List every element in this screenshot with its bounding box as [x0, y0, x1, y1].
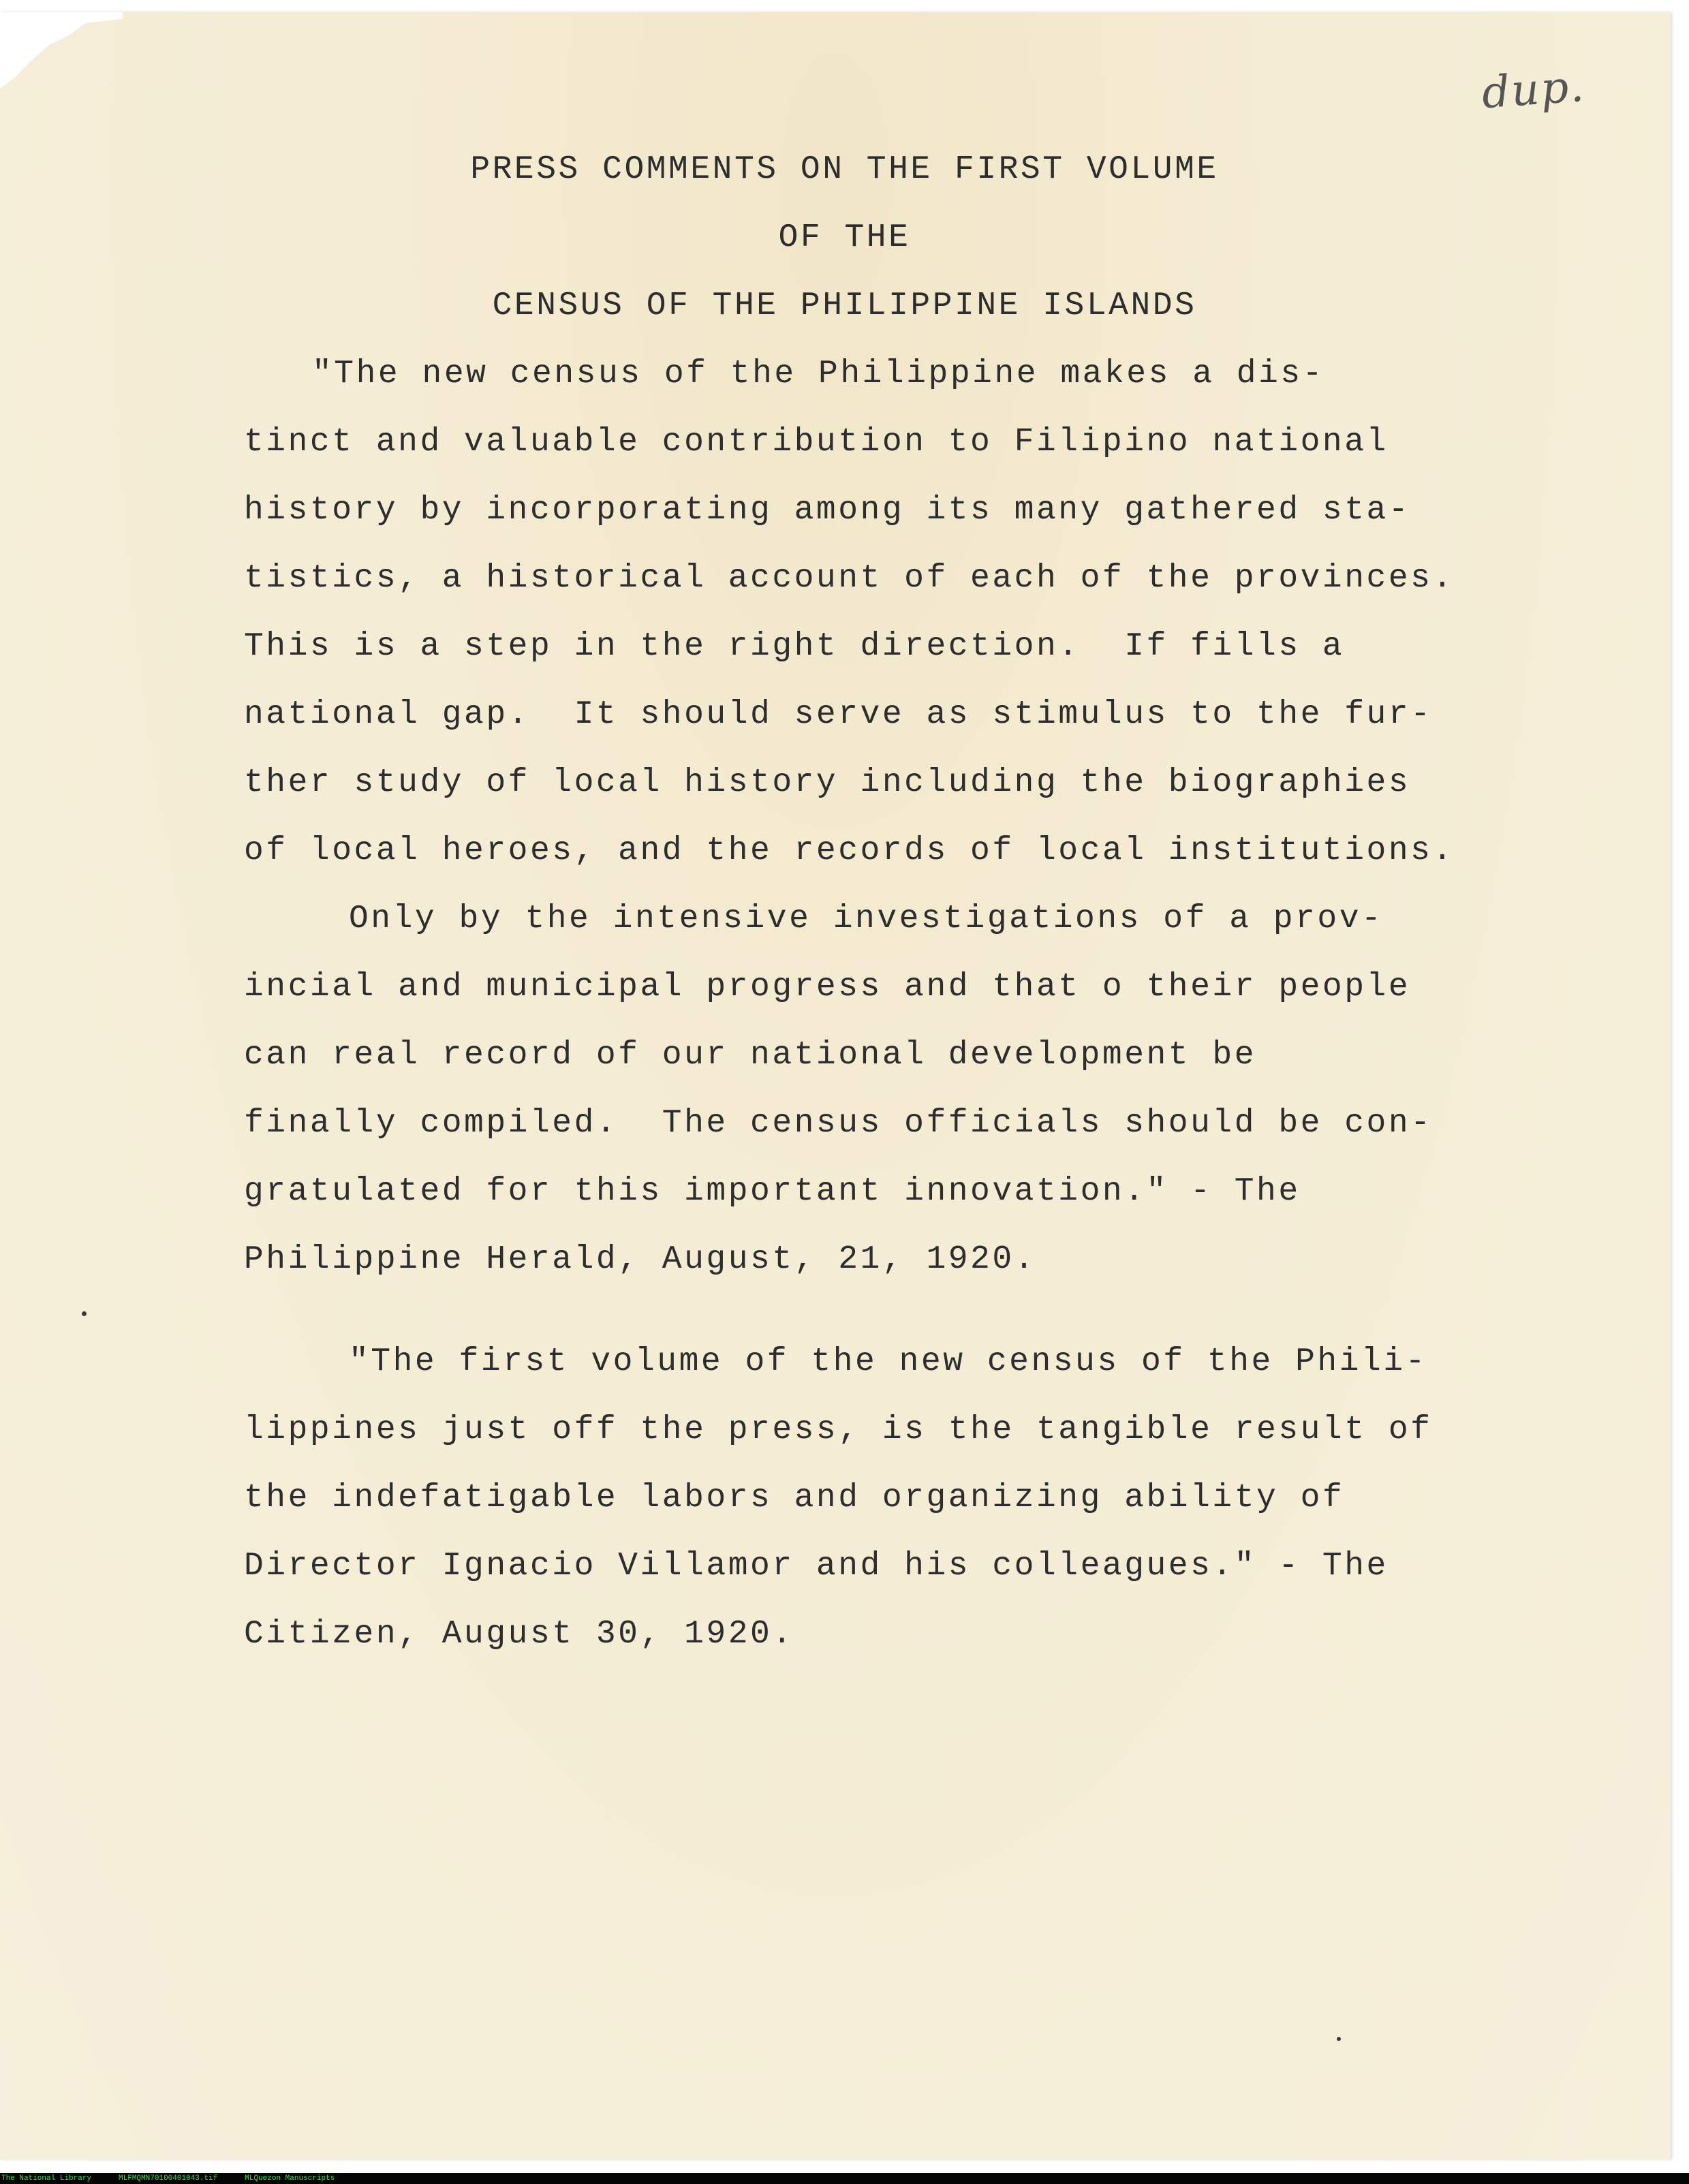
body-line: ther study of local history including the biographies — [244, 764, 1411, 801]
body-line: "The first volume of the new census of the Phili- — [349, 1343, 1427, 1380]
body-line: Only by the intensive investigations of a prov- — [349, 901, 1384, 937]
body-line: national gap. It should serve as stimulus to the fur- — [244, 696, 1433, 733]
footer-collection: MLQuezon Manuscripts — [245, 2174, 335, 2183]
body-line: "The new census of the Philippine makes a dis- — [312, 356, 1325, 392]
footer-file: MLFMQMN70100401043.tif — [119, 2174, 218, 2183]
body-line: This is a step in the right direction. If fills a — [244, 628, 1345, 665]
body-line: the indefatigable labors and organizing ability of — [244, 1480, 1345, 1516]
body-line: Director Ignacio Villamor and his colleagues." - The — [244, 1548, 1389, 1585]
body-line: can real record of our national development be — [244, 1037, 1257, 1074]
body-line: finally compiled. The census officials should be con- — [244, 1105, 1433, 1142]
scan-footer — [0, 2173, 1689, 2184]
body-line: tistics, a historical account of each of the provinces. — [244, 560, 1455, 597]
handwritten-note: dup. — [1480, 61, 1587, 119]
body-line: gratulated for this important innovation." - The — [244, 1173, 1301, 1210]
title-line-3: CENSUS OF THE PHILIPPINE ISLANDS — [492, 287, 1197, 324]
title-line-1: PRESS COMMENTS ON THE FIRST VOLUME — [470, 151, 1219, 188]
body-line: history by incorporating among its many gathered sta- — [244, 492, 1411, 529]
body-line: lippines just off the press, is the tangible result of — [244, 1411, 1433, 1448]
title-line-2: OF THE — [778, 219, 911, 256]
body-line: tinct and valuable contribution to Filipino national — [244, 424, 1389, 461]
body-line: incial and municipal progress and that o their people — [244, 969, 1411, 1005]
body-line: of local heroes, and the records of local institutions. — [244, 832, 1455, 869]
ink-speck — [1337, 2037, 1341, 2041]
ink-speck — [82, 1311, 87, 1316]
footer-library: The National Library — [1, 2174, 92, 2183]
body-line: Citizen, August 30, 1920. — [244, 1616, 794, 1653]
body-line: Philippine Herald, August, 21, 1920. — [244, 1241, 1036, 1278]
